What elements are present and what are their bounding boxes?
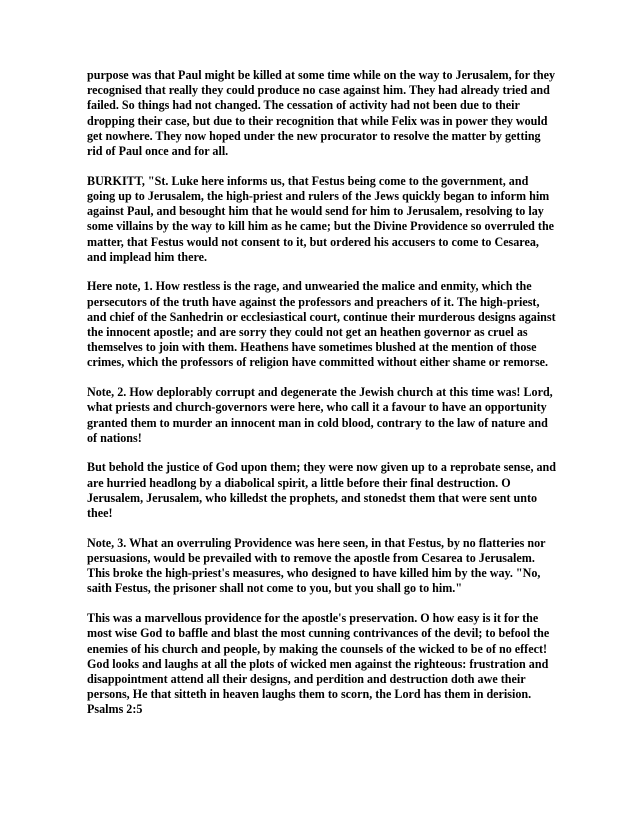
- document-page: [87, 68, 557, 718]
- paragraph-providence: This was a marvellous providence for the apostle's preservation. O how easy is it for the most wise God to baffle and blast the most cunning contrivances of the devil; to befool the enemies of his church and people, by making the counsels of the wicked to be of no effect! God looks and laughs at all the plots of wicked men against the righteous: frustration and disappointment attend all their designs, and perdition and destruction doth awe their persons, He that sitteth in heaven laughs them to scorn, the Lord has them in derision. Psalms 2:5: [87, 611, 550, 717]
- paragraph-burkitt: BURKITT, "St. Luke here informs us, that Festus being come to the government, and going up to Jerusalem, the high-priest and rulers of the Jews quickly began to inform him against Paul, and besought him that he would send for him to Jerusalem, resolving to lay some villains by the way to kill him as he came; but the Divine Providence so overruled the matter, that Festus would not consent to it, but ordered his accusers to come to Cesarea, and implead him there.: [87, 173, 555, 264]
- paragraph-note-1: Here note, 1. How restless is the rage, and unwearied the malice and enmity, which the persecutors of the truth have against the professors and preachers of it. The high-priest, and chief of the Sanhedrin or ecclesiastical court, continue their murderous designs against the innocent apostle; and are sorry they could not get an heathen governor as cruel as themselves to join with them. Heathens have sometimes blushed at the mention of those crimes, which the professors of religion have committed without either shame or remorse.: [87, 279, 556, 370]
- paragraph-note-3: Note, 3. What an overruling Providence was here seen, in that Festus, by no flatteries nor persuasions, would be prevailed with to remove the apostle from Cesarea to Jerusalem. This broke the high-priest's measures, who designed to have killed him by the way. "No, saith Festus, the prisoner shall not come to you, but you shall go to him.": [87, 535, 546, 596]
- paragraph-note-2: Note, 2. How deplorably corrupt and degenerate the Jewish church at this time was! Lord, what priests and church-governors were here, who call it a favour to have an opportunity granted them to murder an innocent man in cold blood, contrary to the law of nature and of nations!: [87, 385, 553, 445]
- paragraph-justice: But behold the justice of God upon them; they were now given up to a reprobate sense, and are hurried headlong by a diabolical spirit, a little before their final destruction. O Jerusalem, Jerusalem, who killedst the prophets, and stonedst them that were sent unto thee!: [87, 460, 556, 521]
- paragraph-purpose: purpose was that Paul might be killed at some time while on the way to Jerusalem, for they recognised that really they could produce no case against him. They had already tried and failed. So things had not changed. The cessation of activity had not been due to their dropping their case, but due to their recognition that while Felix was in power they would get nowhere. They now hoped under the new procurator to resolve the matter by getting rid of Paul once and for all.: [87, 68, 556, 159]
